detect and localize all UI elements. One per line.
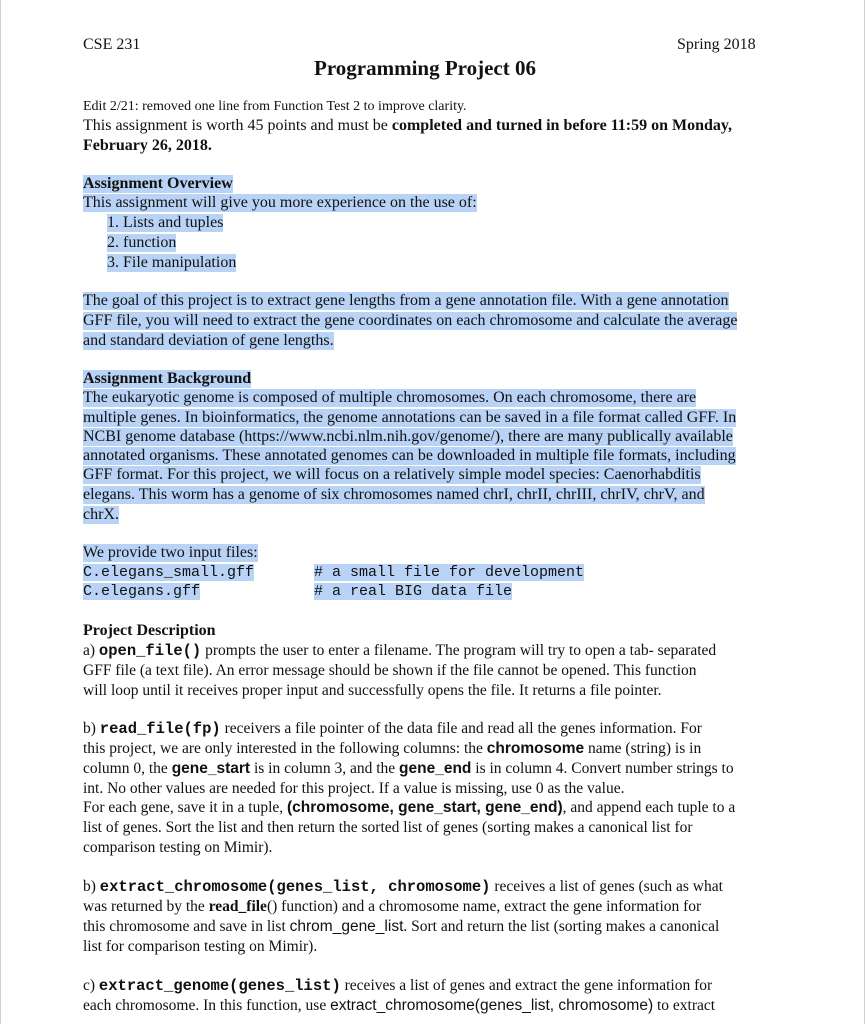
- goal-line: The goal of this project is to extract gene lengths from a gene annotation file. With a gene annotation: [83, 292, 729, 309]
- background-line: chrX.: [83, 506, 119, 523]
- deadline-date: February 26, 2018.: [83, 137, 212, 154]
- extract-chromosome-line-2: was returned by the read_file() function) and a chromosome name, extract the gene information for: [83, 898, 702, 915]
- background-heading: Assignment Background: [83, 370, 252, 387]
- read-file-line-6: list of genes. Sort the list and then return the sorted list of genes (sorting makes a canonical list for: [83, 819, 693, 836]
- goal-line: GFF file, you will need to extract the gene coordinates on each chromosome and calculate the average: [83, 312, 738, 329]
- list-item: 3. File manipulation: [107, 254, 237, 271]
- goal-line: and standard deviation of gene lengths.: [83, 332, 334, 349]
- background-line: GFF format. For this project, we will focus on a relatively simple model species: Caenorhabditis: [83, 466, 701, 483]
- extract-genome-line-2: each chromosome. In this function, use extract_chromosome(genes_list, chromosome) to extract: [83, 997, 716, 1014]
- extract-chromosome-line-4: list for comparison testing on Mimir).: [83, 938, 318, 955]
- file-comment: # a real BIG data file: [314, 583, 513, 600]
- read-file-line-2: this project, we are only interested in the following columns: the chromosome name (string) is in: [83, 740, 702, 757]
- term-label: Spring 2018: [677, 36, 756, 53]
- file-comment: # a small file for development: [314, 564, 585, 581]
- file-name: C.elegans_small.gff: [83, 564, 255, 581]
- extract-genome-code: extract_genome(genes_list): [98, 977, 341, 995]
- read-file-code: read_file(fp): [99, 720, 221, 738]
- open-file-line-2: GFF file (a text file). An error message should be shown if the file cannot be opened. This function: [83, 662, 697, 679]
- read-file-line-3: column 0, the gene_start is in column 3, and the gene_end is in column 4. Convert number strings to: [83, 760, 734, 777]
- list-item: 2. function: [107, 234, 177, 251]
- background-line: The eukaryotic genome is composed of multiple chromosomes. On each chromosome, there are: [83, 389, 697, 406]
- extract-chromosome-line-1: b) extract_chromosome(genes_list, chromosome) receives a list of genes (such as what: [83, 878, 723, 896]
- page-title: Programming Project 06: [314, 56, 536, 80]
- background-line: elegans. This worm has a genome of six chromosomes named chrI, chrII, chrIII, chrIV, chrV, and: [83, 486, 705, 503]
- course-code: CSE 231: [83, 36, 141, 53]
- edit-note: Edit 2/21: removed one line from Function Test 2 to improve clarity.: [83, 99, 467, 114]
- open-file-line-1: a) open_file() prompts the user to enter a filename. The program will try to open a tab- separated: [83, 642, 717, 660]
- extract-chromosome-line-3: this chromosome and save in list chrom_gene_list. Sort and return the list (sorting makes a canonical: [83, 918, 720, 935]
- read-file-line-5: For each gene, save it in a tuple, (chromosome, gene_start, gene_end), and append each tuple to a: [83, 799, 736, 816]
- read-file-line-7: comparison testing on Mimir).: [83, 839, 273, 856]
- extract-chromosome-code: extract_chromosome(genes_list, chromosome): [99, 878, 491, 896]
- deadline-text: completed and turned in before 11:59 on Monday,: [391, 117, 733, 134]
- background-line: multiple genes. In bioinformatics, the genome annotations can be saved in a file format called GFF. In: [83, 409, 737, 426]
- overview-lead: This assignment will give you more experience on the use of:: [83, 194, 477, 211]
- open-file-code: open_file(): [98, 642, 202, 660]
- open-file-line-3: will loop until it receives proper input and successfully opens the file. It returns a file pointer.: [83, 682, 662, 699]
- read-file-line-1: b) read_file(fp) receivers a file pointer of the data file and read all the genes information. For: [83, 720, 702, 738]
- file-name: C.elegans.gff: [83, 583, 201, 600]
- overview-heading: Assignment Overview: [83, 175, 233, 192]
- intro-line-1: [83, 117, 732, 135]
- files-lead: We provide two input files:: [83, 544, 258, 561]
- background-line: annotated organisms. These annotated genomes can be downloaded in multiple file formats, including: [83, 447, 736, 464]
- background-line: NCBI genome database (https://www.ncbi.nlm.nih.gov/genome/), there are many publically available: [83, 428, 733, 445]
- intro-text: This assignment is worth 45 points and must be: [83, 117, 392, 134]
- description-heading: Project Description: [83, 622, 216, 639]
- extract-genome-line-1: c) extract_genome(genes_list) receives a list of genes and extract the gene information for: [83, 977, 713, 995]
- read-file-line-4: int. No other values are needed for this project. If a value is missing, use 0 as the value.: [83, 780, 625, 797]
- list-item: 1. Lists and tuples: [107, 214, 224, 231]
